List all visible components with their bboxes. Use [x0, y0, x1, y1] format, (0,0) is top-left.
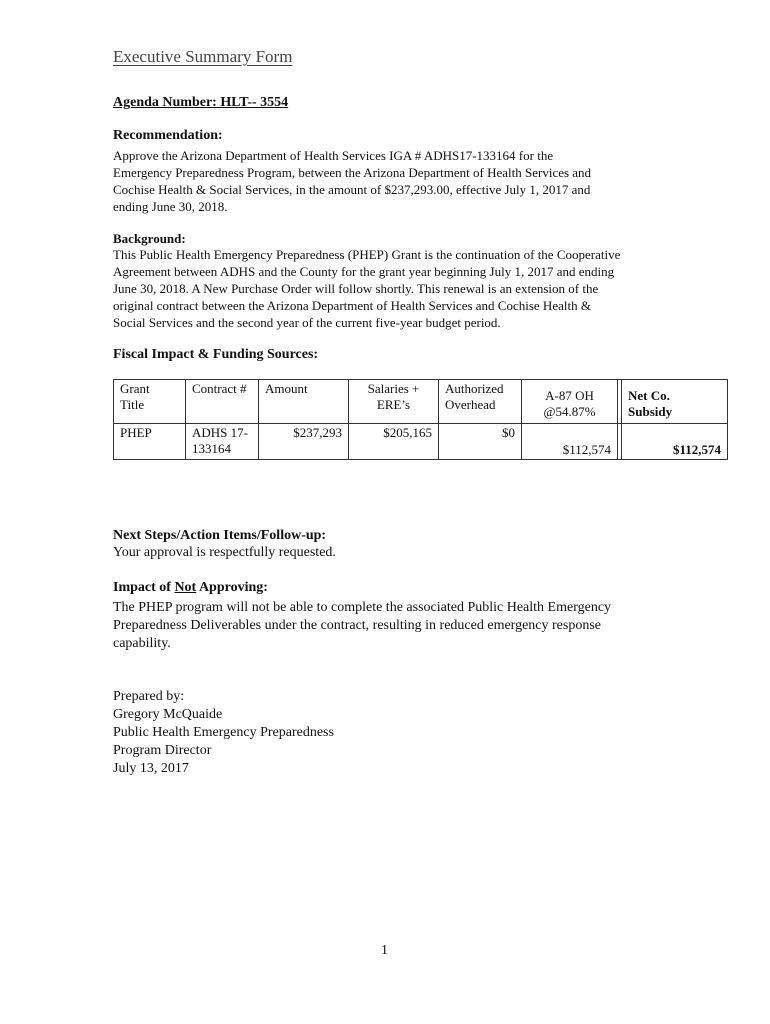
- fiscal-header-row: [114, 380, 728, 424]
- recommendation-text: [113, 147, 633, 215]
- agenda-number: Agenda Number: HLT-- 3554: [113, 95, 289, 110]
- cell-overhead: $0: [439, 424, 522, 460]
- impact-line: The PHEP program will not be able to complete the associated Public Health Emergency: [113, 600, 612, 615]
- fiscal-data-row: [114, 424, 728, 460]
- recommendation-heading: Recommendation:: [113, 128, 223, 143]
- background-line: Agreement between ADHS and the County for the grant year beginning July 1, 2017 and ending: [113, 264, 615, 279]
- background-line: This Public Health Emergency Preparedness (PHEP) Grant is the continuation of the Cooperative: [113, 247, 621, 262]
- header-amount: Amount: [259, 380, 349, 424]
- header-a87: A-87 OH @54.87%: [522, 380, 618, 424]
- cell-amount: $237,293: [259, 424, 349, 460]
- prepared-date: July 13, 2017: [113, 761, 189, 776]
- page-number: 1: [381, 943, 388, 958]
- impact-text: [113, 599, 653, 653]
- cell-grant-title: PHEP: [114, 424, 186, 460]
- recommendation-line: Cochise Health & Social Services, in the amount of $237,293.00, effective July 1, 2017 and: [113, 182, 591, 197]
- cell-contract: ADHS 17- 133164: [186, 424, 259, 460]
- header-net-subsidy: Net Co. Subsidy: [622, 380, 728, 424]
- fiscal-table: [113, 379, 728, 460]
- preparer-role: Program Director: [113, 743, 212, 758]
- header-grant-title: Grant Title: [114, 380, 186, 424]
- header-overhead: Authorized Overhead: [439, 380, 522, 424]
- prepared-by-label: Prepared by:: [113, 689, 185, 704]
- header-contract: Contract #: [186, 380, 259, 424]
- recommendation-line: Approve the Arizona Department of Health Services IGA # ADHS17-133164 for the: [113, 148, 554, 163]
- fiscal-heading: Fiscal Impact & Funding Sources:: [113, 347, 319, 362]
- background-line: original contract between the Arizona Department of Health Services and Cochise Health &: [113, 298, 591, 313]
- background-text: [113, 246, 633, 331]
- recommendation-line: Emergency Preparedness Program, between the Arizona Department of Health Services and: [113, 165, 592, 180]
- cell-salaries: $205,165: [349, 424, 439, 460]
- impact-heading: Impact of Not Approving:: [113, 580, 268, 595]
- background-heading: Background:: [113, 231, 186, 246]
- background-line: June 30, 2018. A New Purchase Order will follow shortly. This renewal is an extension of the: [113, 281, 599, 296]
- form-title: Executive Summary Form: [113, 47, 293, 66]
- prepared-by-block: [113, 688, 334, 778]
- impact-line: capability.: [113, 636, 171, 651]
- recommendation-line: ending June 30, 2018.: [113, 199, 228, 214]
- next-steps-heading: Next Steps/Action Items/Follow-up:: [113, 528, 327, 543]
- cell-net-subsidy: $112,574: [622, 424, 728, 460]
- preparer-org: Public Health Emergency Preparedness: [113, 725, 334, 740]
- impact-line: Preparedness Deliverables under the contract, resulting in reduced emergency response: [113, 618, 601, 633]
- next-steps-text: Your approval is respectfully requested.: [113, 545, 336, 560]
- preparer-name: Gregory McQuaide: [113, 707, 223, 722]
- header-salaries: Salaries + ERE’s: [349, 380, 439, 424]
- cell-a87: $112,574: [522, 424, 618, 460]
- background-line: Social Services and the second year of the current five-year budget period.: [113, 315, 501, 330]
